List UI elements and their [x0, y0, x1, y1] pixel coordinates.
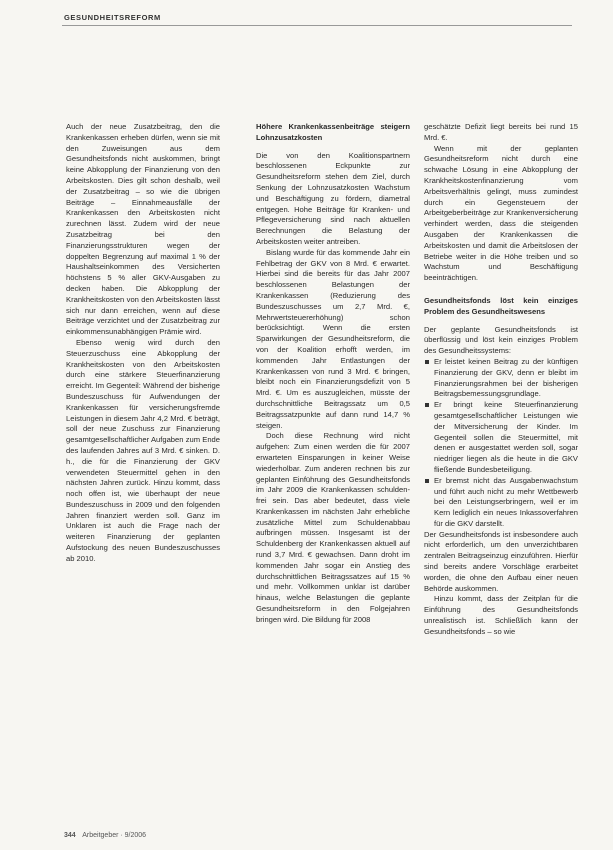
body-paragraph: Doch diese Rechnung wird nicht aufgehen: Zum einen werden die für 2007 erwarteten Einsparungen in keiner Weise wiederholbar. Zum anderen rechnen bis zur geplanten Einführung des Gesundheitsfonds im Jahr 2009 die Krankenkassen schulden-frei sein. Das aber bedeutet, dass viele Krankenkassen im nächsten Jahr erhebliche zusätzliche Mittel zum Schuldenabbau aufbringen müssen. Insgesamt ist der Schuldenberg der Krankenkassen aktuell auf rund 3,7 Mrd. € gewachsen. Dann droht im kommenden Jahr sogar ein Anstieg des durchschnittlichen Beitragssatzes auf 15 % und mehr. Vollkommen unklar ist darüber hinaus, welche Belastungen die geplante Gesundheitsreform in den Folgejahren bringen wird. Die Bildung für 2008 — [256, 431, 410, 624]
publication-name: Arbeitgeber · 9/2006 — [82, 832, 147, 839]
bullet-item: Er leistet keinen Beitrag zu der künftigen Finanzierung der GKV, denn er bleibt im Finanzierungsrahmen bei der bisherigen Beitragsbemessungsgrundlage. — [424, 357, 578, 400]
body-paragraph: Hinzu kommt, dass der Zeitplan für die Einführung des Gesundheitsfonds unrealistisch ist. Schließlich kann der Gesundheitsfonds – so wie — [424, 594, 578, 636]
body-paragraph: Der Gesundheitsfonds ist insbesondere auch nicht erforderlich, um den unverzichtbaren zentralen Beitragseinzug einzuführen. Hierfür sind bereits andere Vorschläge erarbeitet worden, die ohne den Aufbau einer neuen Behörde auskommen. — [424, 529, 578, 593]
body-paragraph: Auch der neue Zusatzbeitrag, den die Krankenkassen erheben dürfen, wenn sie mit den Zuweisungen aus dem Gesundheitsfonds nicht auskommen, bringt keine Abkopplung der Finanzierung von den Arbeitskosten. Dies gilt schon deshalb, weil der Zusatzbeitrag – so wie die übrigen Beiträge – Einnahmeausfälle der Krankenkassen den Arbeitskosten nicht zurechnen lässt. Zudem wird der neue Zusatzbeitrag bei den Finanzierungsstrukturen wegen der doppelten Begrenzung auf maximal 1 % der Haushaltseinkommen des Versicherten höchstens 5 % aller GKV-Ausgaben zu decken haben. Die Abkopplung der Krankheitskosten von den Arbeitskosten lässt sich nur dann erreichen, wenn auf diese Beiträge verzichtet und der Zusatzbeitrag zur einkommensunabhängigen Prämie wird. — [66, 122, 220, 337]
page-footer — [64, 832, 146, 839]
body-paragraph: Die von den Koalitionspartnern beschlossenen Eckpunkte zur Gesundheitsreform stehen dem Ziel, durch Senkung der Lohnzusatzkosten Wachstum und Beschäftigung zu fördern, diametral entgegen. Hohe Beiträge für Kranken- und Pflegeversicherung sind nach aktuellen Berechnungen die Belastung der Arbeitskosten weiter antreiben. — [256, 150, 410, 246]
subheading: Höhere Krankenkassenbeiträge steigern Lohnzusatzkosten — [256, 122, 410, 142]
bullet-item: Er bringt keine Steuerfinanzierung gesamtgesellschaftlicher Leistungen wie der Mitversicherung der Kinder. Im Gegenteil sollen die Steuermittel, mit denen er ausgestattet werden soll, sogar niedriger liegen als die heute in die GKV fließende Bundesbeteiligung. — [424, 400, 578, 476]
header-divider — [62, 25, 572, 26]
bullet-list — [424, 357, 578, 530]
bullet-item: Er bremst nicht das Ausgabenwachstum und führt auch nicht zu mehr Wettbewerb bei den Leistungserbringern, weil er im Kern lediglich ein neues Inkassoverfahren für die GKV darstellt. — [424, 476, 578, 530]
section-header-label: GESUNDHEITSREFORM — [64, 13, 161, 22]
page-number: 344 — [64, 832, 76, 839]
body-paragraph: Ebenso wenig wird durch den Steuerzuschuss eine Abkopplung der Krankheitskosten von den Arbeitskosten durch eine stärkere Steuerfinanzierung erreicht. Im Gegenteil: Während der bisherige Bundeszuschuss für Aufwendungen der Krankenkassen für versicherungsfremde Leistungen in diesem Jahr 4,2 Mrd. € beträgt, soll der neue Zuschuss zur Finanzierung gesamtgesellschaftlicher Aufgaben zum Ende des laufenden Jahres auf 3 Mrd. € sinken. D. h., die für die Finanzierung der GKV verwendeten Steuermittel gehen in den nächsten Jahren zurück. Hinzu kommt, dass noch offen ist, wie überhaupt der neue Bundeszuschuss in 2009 und den folgenden Jahren finanziert werden soll. Ganz im Unklaren ist auch die Frage nach der weiteren Finanzierung der geplanten Aufstockung des neuen Bundeszuschusses ab 2010. — [66, 337, 220, 563]
text-column-1 — [66, 122, 220, 565]
body-paragraph: Wenn mit der geplanten Gesundheitsreform nicht durch eine schwache Lösung in eine Abkopplung der Krankheitskostenfinanzierung vom Arbeitsverhältnis gelingt, muss zumindest durch ein Gegensteuern der Arbeitgeberbeiträge zur Krankenversicherung verhindert werden, dass die steigenden Ausgaben der Krankenkassen die Arbeitskosten und damit die Arbeitslosen der Betriebe weiter in die Höhe treiben und so Wachstum und Beschäftigung beeinträchtigen. — [424, 143, 578, 283]
text-column-3 — [424, 122, 578, 638]
subheading: Gesundheitsfonds löst kein einziges Problem des Gesundheitswesens — [424, 295, 578, 316]
text-column-2 — [256, 122, 410, 626]
body-paragraph: Der geplante Gesundheitsfonds ist überflüssig und löst kein einziges Problem des Gesundheitssystems: — [424, 324, 578, 356]
body-paragraph: Bislang wurde für das kommende Jahr ein Fehlbetrag der GKV von 8 Mrd. € erwartet. Hierbei sind die bereits für das Jahr 2007 beschlossenen Belastungen der Krankenkassen (Reduzierung des Bundeszuschusses um 2,7 Mrd. €, Mehrwertsteuererhöhung) schon berücksichtigt. Wenn die ersten Sparwirkungen der Gesundheitsreform, die von der Koalition erhofft werden, im kommenden Jahr Entlastungen der Krankenkassen von rund 3 Mrd. € bringen, bleibt noch ein Finanzierungsdefizit von 5 Mrd. €. Um es auszugleichen, müsste der durchschnittliche Beitragssatz um 0,5 Beitragssatzpunkte auf dann rund 14,7 % steigen. — [256, 247, 410, 430]
body-paragraph: geschätzte Defizit liegt bereits bei rund 15 Mrd. €. — [424, 122, 578, 142]
